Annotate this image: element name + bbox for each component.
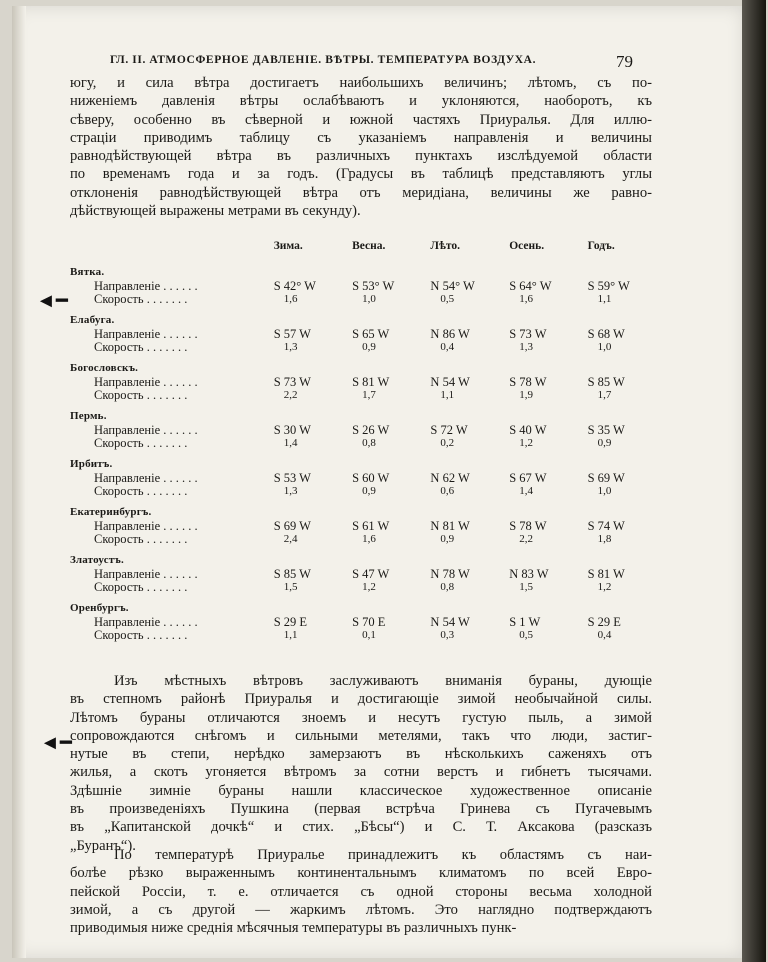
page-number: 79 xyxy=(616,52,633,71)
dot-leader: . . . . . . . xyxy=(146,388,188,402)
direction-label: Направленіе xyxy=(94,615,161,629)
direction-cell-summer: N 54 W xyxy=(430,615,470,629)
speed-cell-spring: 0,8 xyxy=(362,437,376,449)
speed-cell-autumn: 1,2 xyxy=(519,437,533,449)
station-row xyxy=(70,258,666,280)
station-name: Богословскъ. xyxy=(70,361,139,374)
speed-label: Скорость xyxy=(94,484,144,498)
dot-leader: . . . . . . . xyxy=(146,484,188,498)
speed-label-cell xyxy=(70,533,274,546)
speed-cell-year: 1,0 xyxy=(597,341,612,353)
text-line: югу, и сила вѣтра достигаетъ наибольшихъ величинъ; лѣтомъ, съ по- xyxy=(70,75,652,91)
direction-cell-autumn: S 78 W xyxy=(509,375,547,389)
direction-cell-winter: S 30 W xyxy=(273,423,311,437)
page-gutter-shadow xyxy=(12,6,26,958)
table-row-speed xyxy=(70,485,666,498)
table-row-speed xyxy=(70,341,666,354)
text-line: по временамъ года и за годъ. (Градусы въ таблицѣ представляютъ углы xyxy=(70,166,652,183)
text-line: По температурѣ Приуралье принадлежитъ къ областямъ съ наи- xyxy=(114,847,652,863)
direction-cell-autumn: N 83 W xyxy=(509,567,549,581)
direction-cell-winter: S 29 E xyxy=(273,615,308,629)
table-row-speed xyxy=(70,293,666,306)
station-name: Вятка. xyxy=(70,265,105,278)
speed-cell-winter: 1,3 xyxy=(283,341,298,353)
column-header-summer: Лѣто. xyxy=(430,240,461,252)
direction-cell-year: S 81 W xyxy=(587,567,625,581)
text-line: въ степномъ районѣ Приуралья и достигающіе зимой необычайной силы. xyxy=(70,691,652,708)
speed-cell-spring: 1,7 xyxy=(362,389,376,401)
paragraph-temperature xyxy=(70,846,652,937)
speed-label: Скорость xyxy=(94,292,144,306)
station-row xyxy=(70,546,666,568)
speed-label-cell xyxy=(70,341,274,354)
table-body xyxy=(70,258,666,642)
speed-label: Скорость xyxy=(94,628,144,642)
direction-cell-summer: N 81 W xyxy=(430,519,470,533)
direction-cell-spring: S 53° W xyxy=(352,279,395,293)
direction-label: Направленіе xyxy=(94,375,161,389)
station-row xyxy=(70,498,666,520)
speed-cell-spring: 0,9 xyxy=(362,341,376,353)
direction-cell-winter: S 42° W xyxy=(273,279,316,293)
text-line: сѣверу, особенно въ сѣверной и южной частяхъ Приуралья. Для иллю- xyxy=(70,111,652,128)
speed-cell-year: 1,8 xyxy=(597,533,612,545)
speed-cell-summer: 0,2 xyxy=(440,437,455,449)
direction-cell-winter: S 73 W xyxy=(273,375,311,389)
table-row-speed xyxy=(70,629,666,642)
speed-cell-spring: 1,0 xyxy=(362,293,376,305)
speed-cell-spring: 0,9 xyxy=(362,485,376,497)
direction-cell-year: S 74 W xyxy=(587,519,625,533)
dot-leader: . . . . . . . xyxy=(146,580,188,594)
station-name: Екатеринбургъ. xyxy=(70,505,152,518)
direction-cell-spring: S 26 W xyxy=(352,423,390,437)
text-line: Здѣшніе зимніе бураны нашли классическое художественное описаніе xyxy=(70,782,652,799)
dot-leader: . . . . . . . xyxy=(146,628,188,642)
dot-leader: . . . . . . xyxy=(163,471,198,485)
direction-cell-summer: N 54° W xyxy=(430,279,475,293)
direction-cell-autumn: S 64° W xyxy=(509,279,552,293)
text-line: болѣе рѣзко выраженнымъ континентальнымъ климатомъ по всей Евро- xyxy=(70,865,652,882)
dot-leader: . . . . . . . xyxy=(146,532,188,546)
speed-label-cell xyxy=(70,389,274,402)
speed-cell-summer: 0,4 xyxy=(440,341,455,353)
paragraph-wind-intro xyxy=(70,74,652,220)
dot-leader: . . . . . . xyxy=(163,615,198,629)
speed-cell-autumn: 1,3 xyxy=(519,341,533,353)
speed-label: Скорость xyxy=(94,532,144,546)
speed-label-cell xyxy=(70,437,274,450)
text-line: въ „Капитанской дочкѣ“ и стих. „Бѣсы“) и С. Т. Аксакова (разсказъ xyxy=(70,819,652,836)
station-name: Оренбургъ. xyxy=(70,601,129,614)
direction-label: Направленіе xyxy=(94,279,161,293)
speed-cell-year: 1,0 xyxy=(597,485,612,497)
text-line: пейской Россіи, т. е. отличается съ одной стороны весьма холодной xyxy=(70,883,652,900)
text-line: сопровождаются снѣгомъ и сильными метелями, такъ что люди, застиг- xyxy=(70,727,652,744)
speed-cell-summer: 0,6 xyxy=(440,485,455,497)
direction-cell-year: S 35 W xyxy=(587,423,625,437)
station-name: Пермь. xyxy=(70,409,107,422)
direction-cell-year: S 69 W xyxy=(587,471,625,485)
direction-cell-spring: S 65 W xyxy=(352,327,390,341)
station-row xyxy=(70,450,666,472)
speed-cell-winter: 2,2 xyxy=(283,389,298,401)
speed-cell-winter: 1,1 xyxy=(283,629,298,641)
speed-cell-summer: 0,3 xyxy=(440,629,455,641)
dot-leader: . . . . . . . xyxy=(146,340,188,354)
dot-leader: . . . . . . xyxy=(163,375,198,389)
speed-cell-year: 1,2 xyxy=(597,581,612,593)
speed-label: Скорость xyxy=(94,580,144,594)
direction-cell-summer: N 62 W xyxy=(430,471,470,485)
dot-leader: . . . . . . xyxy=(163,279,198,293)
direction-label: Направленіе xyxy=(94,567,161,581)
speed-cell-summer: 0,9 xyxy=(440,533,455,545)
direction-cell-year: S 68 W xyxy=(587,327,625,341)
text-line: жилья, а скотъ угоняется вѣтромъ за сотни верстъ и гибнетъ тысячами. xyxy=(70,764,652,781)
direction-cell-autumn: S 73 W xyxy=(509,327,547,341)
dot-leader: . . . . . . xyxy=(163,567,198,581)
speed-label-cell xyxy=(70,293,274,306)
text-line: „Буранъ“). xyxy=(70,837,136,854)
direction-cell-autumn: S 1 W xyxy=(509,615,541,629)
column-header-winter: Зима. xyxy=(273,240,303,252)
speed-cell-summer: 0,8 xyxy=(440,581,455,593)
speed-cell-winter: 1,5 xyxy=(283,581,298,593)
station-name: Ирбитъ. xyxy=(70,457,113,470)
speed-cell-spring: 1,6 xyxy=(362,533,376,545)
direction-label: Направленіе xyxy=(94,519,161,533)
direction-label: Направленіе xyxy=(94,471,161,485)
speed-cell-autumn: 1,5 xyxy=(519,581,533,593)
text-line: ниженіемъ давленія вѣтры ослабѣваютъ и уклоняются, наоборотъ, къ xyxy=(70,93,652,110)
text-line: зимой, а съ другой — жаркимъ лѣтомъ. Это наглядно подтверждаютъ xyxy=(70,901,652,918)
direction-cell-spring: S 47 W xyxy=(352,567,390,581)
speed-cell-autumn: 1,4 xyxy=(519,485,533,497)
speed-cell-winter: 1,4 xyxy=(283,437,298,449)
direction-cell-year: S 85 W xyxy=(587,375,625,389)
direction-cell-autumn: S 40 W xyxy=(509,423,547,437)
direction-cell-year: S 29 E xyxy=(587,615,621,629)
table-row-speed xyxy=(70,581,666,594)
direction-cell-autumn: S 78 W xyxy=(509,519,547,533)
dot-leader: . . . . . . xyxy=(163,423,198,437)
dot-leader: . . . . . . xyxy=(163,519,198,533)
direction-cell-spring: S 81 W xyxy=(352,375,390,389)
margin-pointer-mark: ◄━ xyxy=(36,290,68,312)
direction-cell-year: S 59° W xyxy=(587,279,630,293)
speed-label-cell xyxy=(70,485,274,498)
speed-cell-year: 0,9 xyxy=(597,437,612,449)
speed-cell-autumn: 2,2 xyxy=(519,533,533,545)
station-name: Елабуга. xyxy=(70,313,115,326)
text-line: нутые въ степи, нерѣдко замерзаютъ въ нѣсколькихъ саженяхъ отъ xyxy=(70,746,652,763)
book-page xyxy=(12,6,744,958)
table-row-speed xyxy=(70,389,666,402)
table-row-speed xyxy=(70,533,666,546)
speed-label: Скорость xyxy=(94,436,144,450)
speed-cell-year: 0,4 xyxy=(597,629,612,641)
direction-cell-winter: S 53 W xyxy=(273,471,311,485)
text-line: страціи приводимъ таблицу съ указаніемъ направленія и величины xyxy=(70,129,652,146)
dot-leader: . . . . . . xyxy=(163,327,198,341)
direction-cell-winter: S 69 W xyxy=(273,519,311,533)
direction-cell-winter: S 57 W xyxy=(273,327,311,341)
speed-cell-autumn: 0,5 xyxy=(519,629,533,641)
speed-cell-winter: 1,3 xyxy=(283,485,298,497)
station-row xyxy=(70,594,666,616)
dot-leader: . . . . . . . xyxy=(146,292,188,306)
speed-cell-year: 1,7 xyxy=(597,389,612,401)
speed-label: Скорость xyxy=(94,340,144,354)
speed-cell-autumn: 1,9 xyxy=(519,389,533,401)
direction-cell-summer: N 78 W xyxy=(430,567,470,581)
column-header-year: Годъ. xyxy=(587,240,615,252)
text-line: дѣйствующей выражены метрами въ секунду). xyxy=(70,203,361,220)
speed-cell-winter: 1,6 xyxy=(283,293,298,305)
text-line: равнодѣйствующей вѣтра въ различныхъ пунктахъ изслѣдуемой области xyxy=(70,148,652,165)
direction-cell-summer: S 72 W xyxy=(430,423,468,437)
speed-label-cell xyxy=(70,629,274,642)
speed-cell-spring: 0,1 xyxy=(362,629,376,641)
column-header-autumn: Осень. xyxy=(509,240,545,252)
direction-cell-spring: S 61 W xyxy=(352,519,390,533)
table-row-speed xyxy=(70,437,666,450)
speed-cell-summer: 1,1 xyxy=(440,389,455,401)
speed-cell-winter: 2,4 xyxy=(283,533,298,545)
station-row xyxy=(70,354,666,376)
direction-cell-winter: S 85 W xyxy=(273,567,311,581)
speed-label-cell xyxy=(70,581,274,594)
direction-cell-spring: S 60 W xyxy=(352,471,390,485)
direction-cell-summer: N 54 W xyxy=(430,375,470,389)
direction-cell-spring: S 70 E xyxy=(352,615,386,629)
direction-cell-summer: N 86 W xyxy=(430,327,470,341)
station-row xyxy=(70,402,666,424)
text-line: въ произведеніяхъ Пушкина (первая встрѣча Гринева съ Пугачевымъ xyxy=(70,801,652,818)
speed-cell-autumn: 1,6 xyxy=(519,293,533,305)
direction-label: Направленіе xyxy=(94,423,161,437)
table-header-blank xyxy=(70,238,274,258)
speed-cell-year: 1,1 xyxy=(597,293,612,305)
station-name: Златоустъ. xyxy=(70,553,124,566)
wind-resultant-table xyxy=(70,238,666,642)
paragraph-burany xyxy=(70,672,652,855)
text-line: Изъ мѣстныхъ вѣтровъ заслуживаютъ вниманія бураны, дующіе xyxy=(114,673,652,689)
speed-cell-summer: 0,5 xyxy=(440,293,455,305)
dot-leader: . . . . . . . xyxy=(146,436,188,450)
table-header-row xyxy=(70,238,666,258)
station-row xyxy=(70,306,666,328)
text-line: Лѣтомъ бураны отличаются зноемъ и несутъ густую пыль, а зимой xyxy=(70,709,652,726)
direction-cell-autumn: S 67 W xyxy=(509,471,547,485)
text-line: отклоненія равнодѣйствующей вѣтра отъ меридіана, величины же равно- xyxy=(70,184,652,201)
direction-label: Направленіе xyxy=(94,327,161,341)
text-line: приводимыя ниже среднія мѣсячныя температуры въ различныхъ пунк- xyxy=(70,920,517,937)
speed-label: Скорость xyxy=(94,388,144,402)
running-title: ГЛ. II. АТМОСФЕРНОЕ ДАВЛЕНІЕ. ВѢТРЫ. ТЕМПЕРАТУРА ВОЗДУХА. xyxy=(110,54,537,66)
column-header-spring: Весна. xyxy=(352,240,386,252)
margin-pointer-mark: ◄━ xyxy=(40,732,72,754)
speed-cell-spring: 1,2 xyxy=(362,581,376,593)
